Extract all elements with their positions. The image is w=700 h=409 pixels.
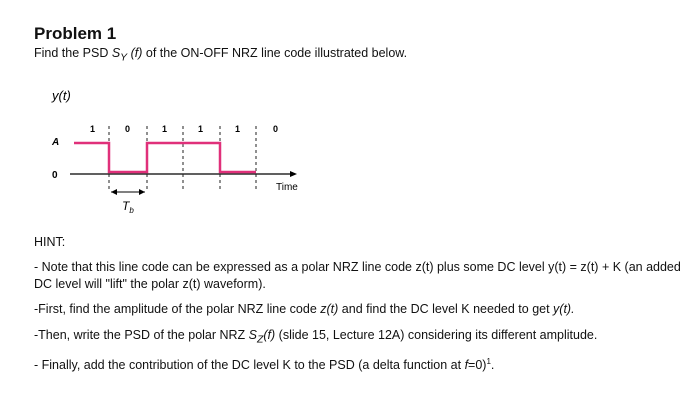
hint-3-psd-subscript: Z — [257, 334, 264, 346]
psd-symbol-subscript: Y — [120, 52, 128, 64]
level-high-label: A — [52, 137, 60, 148]
bit-label: 1 — [198, 124, 204, 134]
hint-4-f: f — [464, 358, 469, 373]
hint-label: HINT: — [34, 235, 66, 249]
bit-label: 0 — [125, 124, 131, 134]
problem-prompt — [34, 46, 407, 64]
bit-period-subscript: b — [129, 206, 134, 215]
bit-period-label — [122, 199, 134, 215]
nrz-waveform-figure — [40, 80, 310, 220]
bit-period-arrow-left — [111, 189, 117, 195]
hint-line-4 — [34, 353, 684, 374]
hint-line-2 — [34, 301, 684, 318]
bit-label: 0 — [273, 124, 279, 134]
time-axis-arrowhead — [290, 171, 297, 177]
hint-2-zt: z(t) — [320, 302, 339, 316]
bit-label: 1 — [90, 124, 96, 134]
prompt-text-end: of the ON-OFF NRZ line code illustrated below. — [142, 46, 408, 60]
prompt-text-start: Find the PSD — [34, 46, 112, 60]
hint-3-text-a: -Then, write the PSD of the polar NRZ — [34, 328, 249, 342]
bit-period-symbol: T — [122, 199, 130, 213]
nrz-waveform — [74, 143, 256, 172]
bit-label: 1 — [235, 124, 241, 134]
bit-label: 1 — [162, 124, 168, 134]
problem-title: Problem 1 — [34, 24, 117, 43]
hint-3-psd-argument: (f) — [263, 328, 276, 342]
bit-labels — [90, 124, 278, 134]
hint-2-text-a: -First, find the amplitude of the polar NRZ line code — [34, 302, 321, 316]
y-axis-label: y(t) — [52, 88, 71, 103]
hint-2-text-c: and find the DC level K needed to get — [338, 302, 554, 316]
hint-4-text-d: . — [490, 358, 495, 373]
hint-4-text-a: - Finally, add the contribution of the DC level K to the PSD (a delta function at — [34, 358, 465, 373]
bit-boundaries — [109, 126, 256, 190]
bit-period-arrow-right — [139, 189, 145, 195]
psd-argument: (f) — [127, 46, 143, 60]
hint-3-psd-symbol: S — [248, 328, 258, 342]
hint-3-text-d: (slide 15, Lecture 12A) considering its different amplitude. — [275, 328, 598, 342]
level-low-label: 0 — [52, 170, 58, 181]
hint-line-1: - Note that this line code can be expressed as a polar NRZ line code z(t) plus some DC level y(t) = z(t) + K (an added DC level will "lift" the polar z(t) waveform). — [34, 260, 681, 291]
hint-line-3 — [34, 327, 684, 349]
footnote-marker: 1 — [486, 357, 491, 366]
time-axis-label: Time — [276, 182, 298, 193]
psd-symbol: S — [111, 46, 121, 60]
hint-2-yt: y(t). — [553, 302, 575, 316]
hint-4-text-c: =0) — [468, 358, 487, 373]
